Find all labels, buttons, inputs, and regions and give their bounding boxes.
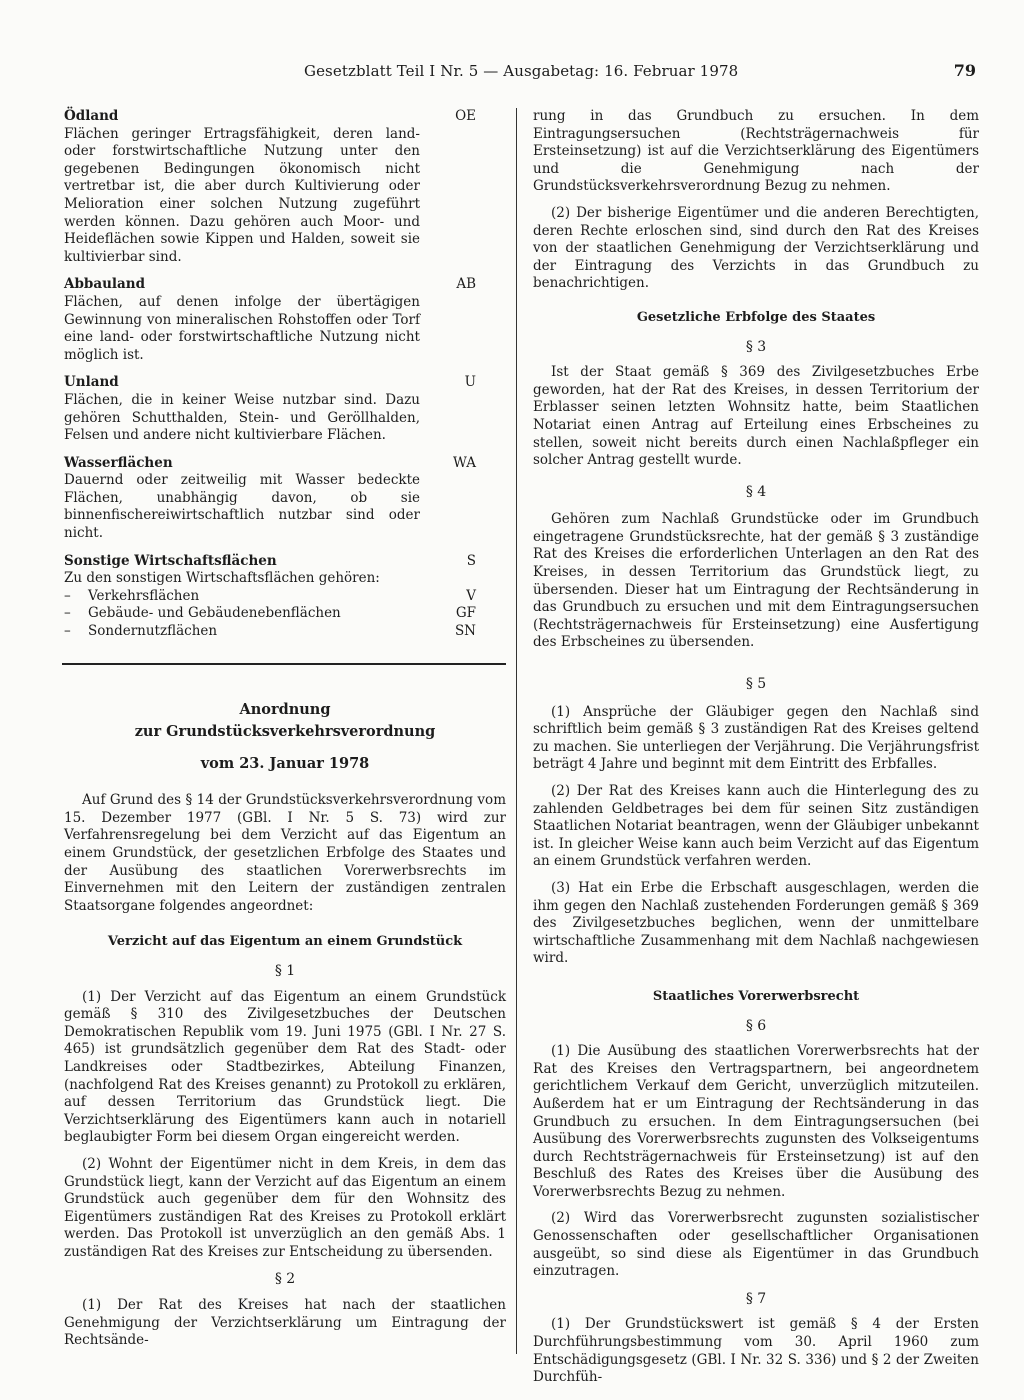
page-number: 79 bbox=[953, 61, 976, 80]
list-item-code: V bbox=[466, 587, 476, 604]
land-category bbox=[64, 553, 506, 588]
paragraph-text: (2) Wohnt der Eigentümer nicht in dem Kreis, in dem das Grundstück liegt, kann der Verzicht auf das Eigentum an einem Grundstück auch gegenüber dem für den Wohnsitz des Eigentümers zuständigen Rat des Kreises zu Protokoll erklärt werden. Das Protokoll ist unverzüglich an den gemäß Abs. 1 zuständigen Rat des Kreises zur Entscheidung zu übersenden. bbox=[64, 1155, 506, 1260]
land-category-text: Flächen geringer Ertragsfähigkeit, deren land- oder forstwirtschaftliche Nutzung unter den gegebenen Bedingungen ökonomisch nicht vertretbar ist, die aber durch Kultivierung oder Melioration einer solchen Nutzung zugeführt werden können. Dazu gehören auch Moor- und Heideflächen sowie Kippen und Halden, soweit sie kultivierbar sind. bbox=[64, 125, 420, 265]
paragraph-text: (2) Der bisherige Eigentümer und die anderen Berechtigten, deren Rechte erloschen sind, sind durch den Rat des Kreises von der staatlichen Genehmigung der Verzichtserklärung und der Eintragung des Verzichts in das Grundbuch zu benachrichtigen. bbox=[533, 204, 979, 292]
paragraph-symbol: § 2 bbox=[274, 1271, 296, 1288]
land-category bbox=[64, 276, 506, 364]
land-category-title: Wasserflächen bbox=[64, 454, 173, 471]
land-category-code: S bbox=[466, 552, 476, 569]
left-column bbox=[64, 108, 506, 1359]
land-category-code: OE bbox=[455, 108, 476, 124]
land-category-code: WA bbox=[453, 454, 476, 471]
ordinance-title: Anordnung bbox=[239, 700, 331, 718]
paragraph-text: (3) Hat ein Erbe die Erbschaft ausgeschlagen, werden die ihm gegen den Nachlaß zustehenden Forderungen gemäß § 369 des Zivilgesetzbuches beglichen, wenn der unmittelbare wirtschaftliche Zusammenhang mit dem Nachlaß nachgewiesen wird. bbox=[533, 879, 979, 967]
list-item-label: Gebäude- und Gebäudenebenflächen bbox=[88, 605, 341, 622]
land-category bbox=[64, 455, 506, 543]
paragraph-text: Ist der Staat gemäß § 369 des Zivilgesetzbuches Erbe geworden, hat der Rat des Kreises, in dessen Territorium der Erblasser seinen letzten Wohnsitz hatte, beim Staatlichen Notariat einen Antrag auf Erteilung eines Erbscheines zu stellen, soweit nicht bereits durch einen Nachlaßpfleger ein solcher Antrag gestellt wurde. bbox=[533, 364, 979, 469]
column-divider bbox=[516, 108, 517, 1354]
paragraph-symbol: § 1 bbox=[274, 962, 296, 979]
land-category-text: Flächen, auf denen infolge der übertägigen Gewinnung von mineralischen Rohstoffen oder Torf eine land- oder forstwirtschaftliche Nutzung nicht möglich ist. bbox=[64, 293, 420, 363]
paragraph-text: (1) Der Grundstückswert ist gemäß § 4 der Ersten Durchführungsbestimmung vom 30. April 1960 zum Entschädigungsgesetz (GBl. I Nr. 32 S. 336) und § 2 der Zweiten Durchfüh- bbox=[533, 1316, 979, 1386]
list-dash: – bbox=[64, 605, 71, 622]
list-item bbox=[64, 605, 476, 623]
paragraph-text: (1) Der Verzicht auf das Eigentum an einem Grundstück gemäß § 310 des Zivilgesetzbuches der Deutschen Demokratischen Republik vom 19. Juni 1975 (GBl. I Nr. 27 S. 465) ist grundsätzlich gegenüber dem Rat des Stadt- oder Landkreises oder Stadtbezirkes, Abteilung Finanzen, (nachfolgend Rat des Kreises genannt) zu Protokoll zu erklären, auf dessen Territorium das Grundstück liegt. Die Verzichtserklärung des Eigentümers kann auch in notariell beglaubigter Form bei diesem Organ eingereicht werden. bbox=[64, 988, 506, 1146]
paragraph-text: (1) Ansprüche der Gläubiger gegen den Nachlaß sind schriftlich beim gemäß § 3 zuständigen Rat des Kreises geltend zu machen. Sie unterliegen der Verjährung. Die Verjährungsfrist beträgt 4 Jahre und beginnt mit dem Eintritt des Erbfalles. bbox=[533, 703, 979, 773]
land-category-code: AB bbox=[456, 276, 476, 293]
paragraph-symbol: § 7 bbox=[745, 1290, 767, 1307]
paragraph-symbol: § 5 bbox=[745, 676, 767, 693]
paragraph-symbol: § 3 bbox=[745, 338, 767, 355]
list-dash: – bbox=[64, 623, 71, 640]
land-category-title: Sonstige Wirtschaftsflächen bbox=[64, 552, 277, 569]
land-category-title: Ödland bbox=[64, 108, 119, 124]
page-header bbox=[62, 62, 980, 84]
section-heading: Gesetzliche Erbfolge des Staates bbox=[636, 309, 876, 325]
paragraph-text: (2) Der Rat des Kreises kann auch die Hinterlegung des zu zahlenden Geldbetrages bei dem für seinen Sitz zuständigen Staatlichen Notariat beantragen, wenn der Gläubiger unbekannt ist. In gleicher Weise kann auch beim Verzicht auf das Eigentum an einem Grundstück verfahren werden. bbox=[533, 783, 979, 870]
land-category-text: Zu den sonstigen Wirtschaftsflächen gehören: bbox=[64, 570, 380, 587]
ordinance-subtitle: zur Grundstücksverkehrsverordnung bbox=[134, 722, 436, 740]
section-rule bbox=[62, 663, 506, 665]
list-item bbox=[64, 623, 476, 641]
paragraph-symbol: § 4 bbox=[745, 483, 767, 500]
list-item-code: SN bbox=[454, 623, 476, 640]
section-heading: Verzicht auf das Eigentum an einem Grundstück bbox=[107, 934, 463, 950]
list-item-label: Verkehrsflächen bbox=[88, 587, 200, 604]
paragraph-symbol: § 6 bbox=[745, 1017, 767, 1034]
paragraph-text: (1) Die Ausübung des staatlichen Vorerwerbsrechts hat der Rat des Kreises den Vertragspartnern, bei angeordnetem gerichtlichem Verkauf dem Gericht, unverzüglich mitzuteilen. Außerdem hat er um Eintragung der Rechtsänderung in das Grundbuch zu ersuchen. In dem Eintragungsersuchen (bei Ausübung des Vorerwerbsrechts zugunsten des Volkseigentums durch Rechtsträgernachweis für Ersteinsetzung) ist auf den Beschluß des Rates des Kreises über die Ausübung des Vorerwerbsrechts Bezug zu nehmen. bbox=[533, 1043, 979, 1200]
ordinance-date: vom 23. Januar 1978 bbox=[200, 754, 370, 772]
list-item-code: GF bbox=[455, 605, 476, 622]
paragraph-text: (2) Wird das Vorerwerbsrecht zugunsten sozialistischer Genossenschaften oder gesellschaftlicher Organisationen ausgeübt, so sind diese als Eigentümer in das Grundbuch einzutragen. bbox=[533, 1210, 979, 1280]
land-category-text: Flächen, die in keiner Weise nutzbar sind. Dazu gehören Schutthalden, Stein- und Geröllhalden, Felsen und andere nicht kultivierbare Flächen. bbox=[64, 391, 420, 444]
other-areas-list bbox=[64, 588, 506, 641]
list-dash: – bbox=[64, 587, 71, 604]
list-item-label: Sondernutzflächen bbox=[88, 623, 218, 640]
ordinance-preamble: Auf Grund des § 14 der Grundstücksverkehrsverordnung vom 15. Dezember 1977 (GBl. I Nr. 5 S. 73) wird zur Verfahrensregelung bei dem Verzicht auf das Eigentum an einem Grundstück, der gesetzlichen Erbfolge des Staates und der Ausübung des staatlichen Vorerwerbsrechts im Einvernehmen mit den Leitern der zuständigen zentralen Staatsorgane folgendes angeordnet: bbox=[64, 792, 506, 914]
land-category bbox=[64, 108, 506, 266]
right-column bbox=[533, 108, 979, 1396]
land-category-text: Dauernd oder zeitweilig mit Wasser bedeckte Flächen, unabhängig davon, ob sie binnenfischereiwirtschaftlich nutzbar sind oder nicht. bbox=[64, 472, 420, 542]
land-category bbox=[64, 374, 506, 444]
gazette-title: Gesetzblatt Teil I Nr. 5 — Ausgabetag: 16. Februar 1978 bbox=[304, 62, 739, 80]
land-category-title: Unland bbox=[64, 374, 119, 391]
paragraph-text: rung in das Grundbuch zu ersuchen. In dem Eintragungsersuchen (Rechtsträgernachweis für Ersteinsetzung) ist auf die Verzichtserklärung des Eigentümers und die Genehmigung nach der Grundstücksverkehrsverordnung Bezug zu nehmen. bbox=[533, 108, 979, 195]
paragraph-text: Gehören zum Nachlaß Grundstücke oder im Grundbuch eingetragene Grundstücksrechte, hat der gemäß § 3 zuständige Rat des Kreises die erforderlichen Unterlagen an den Rat des Kreises, in dessen Territorium das Grundstück liegt, zu übersenden. Dieser hat um Eintragung der Rechtsänderung in das Grundbuch zu ersuchen und mit dem Eintragungsersuchen (Rechtsträgernachweis für Ersteinsetzung) eine Ausfertigung des Erbscheines zu übersenden. bbox=[533, 511, 979, 651]
paragraph-text: (1) Der Rat des Kreises hat nach der staatlichen Genehmigung der Verzichtserklärung um Eintragung der Rechtsände- bbox=[64, 1297, 506, 1349]
land-category-code: U bbox=[464, 374, 476, 391]
land-category-title: Abbauland bbox=[64, 276, 146, 293]
list-item bbox=[64, 587, 476, 606]
section-heading: Staatliches Vorerwerbsrecht bbox=[652, 988, 860, 1004]
